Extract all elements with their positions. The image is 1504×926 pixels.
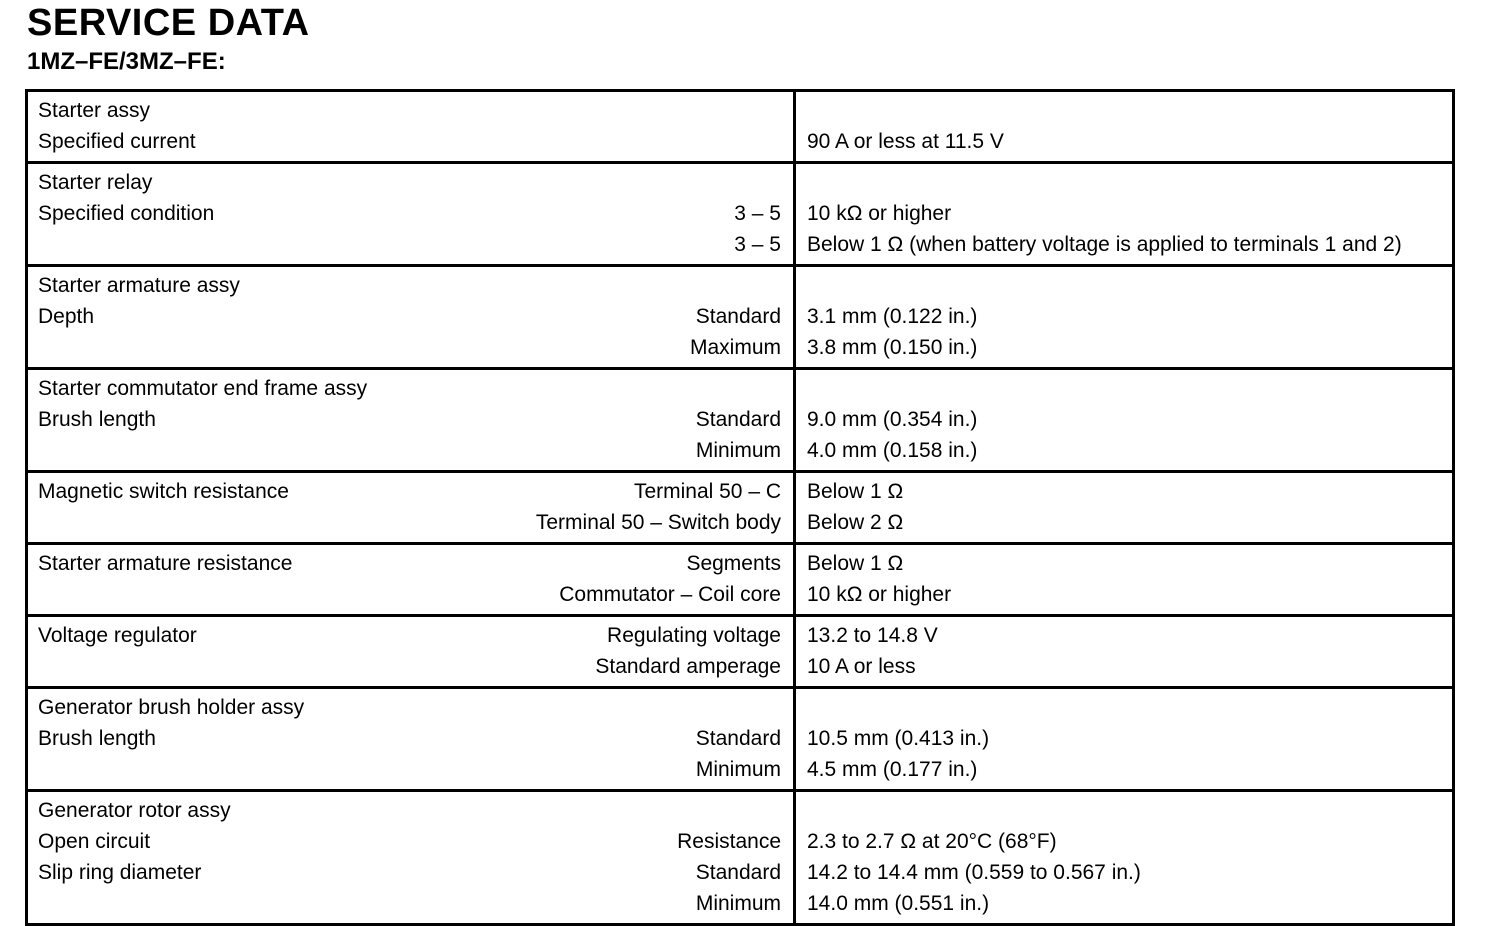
spec-sublabel: Resistance	[677, 830, 781, 853]
table-row	[28, 164, 1452, 267]
spec-value-cell	[796, 473, 1452, 542]
spec-value-cell	[796, 92, 1452, 161]
spec-value-cell	[796, 370, 1452, 470]
spec-sublabel: Segments	[686, 552, 781, 575]
spec-sublabel: Minimum	[695, 758, 781, 781]
spec-label-line	[38, 229, 781, 260]
spec-label: Specified condition	[38, 202, 215, 225]
table-row	[28, 473, 1452, 545]
spec-label-line	[38, 507, 781, 538]
spec-label-line	[38, 620, 781, 651]
spec-label-line	[38, 651, 781, 682]
spec-label: Slip ring diameter	[38, 861, 202, 884]
spec-value-cell	[796, 689, 1452, 789]
page-title: SERVICE DATA	[27, 2, 310, 44]
spec-label: Brush length	[38, 408, 156, 431]
table-row	[28, 689, 1452, 792]
spec-label-line	[38, 95, 781, 126]
spec-sublabel: 3 – 5	[734, 233, 781, 256]
spec-label-line	[38, 692, 781, 723]
spec-label-cell	[28, 473, 796, 542]
spec-value: 4.5 mm (0.177 in.)	[807, 758, 978, 781]
spec-sublabel: Terminal 50 – Switch body	[535, 511, 781, 534]
spec-value	[807, 373, 1444, 404]
spec-value	[807, 270, 1444, 301]
spec-label-line	[38, 270, 781, 301]
spec-value: 14.0 mm (0.551 in.)	[807, 892, 990, 915]
spec-label-line	[38, 373, 781, 404]
spec-value: 10 A or less	[807, 655, 916, 678]
spec-value-cell	[796, 617, 1452, 686]
spec-sublabel: Standard	[695, 305, 781, 328]
spec-label: Starter armature resistance	[38, 552, 293, 575]
spec-value: 90 A or less at 11.5 V	[807, 130, 1004, 153]
spec-value: 4.0 mm (0.158 in.)	[807, 439, 978, 462]
spec-label-line	[38, 435, 781, 466]
spec-sublabel: Commutator – Coil core	[559, 583, 781, 606]
spec-label: Generator rotor assy	[38, 799, 231, 822]
spec-label: Voltage regulator	[38, 624, 197, 647]
spec-value: 14.2 to 14.4 mm (0.559 to 0.567 in.)	[807, 861, 1141, 884]
spec-label-cell	[28, 164, 796, 264]
spec-sublabel: Minimum	[695, 892, 781, 915]
spec-label: Generator brush holder assy	[38, 696, 305, 719]
spec-label-cell	[28, 689, 796, 789]
spec-value	[807, 692, 1444, 723]
spec-value: 10 kΩ or higher	[807, 202, 952, 225]
spec-value-cell	[796, 267, 1452, 367]
spec-value	[807, 95, 1444, 126]
spec-value-cell	[796, 164, 1452, 264]
spec-value: 3.1 mm (0.122 in.)	[807, 305, 978, 328]
spec-sublabel: Standard	[695, 861, 781, 884]
spec-label-line	[38, 476, 781, 507]
spec-value: 2.3 to 2.7 Ω at 20°C (68°F)	[807, 830, 1057, 853]
spec-label: Specified current	[38, 130, 196, 153]
spec-value: 10 kΩ or higher	[807, 583, 952, 606]
spec-label-line	[38, 198, 781, 229]
spec-label-line	[38, 548, 781, 579]
spec-sublabel: 3 – 5	[734, 202, 781, 225]
spec-label-cell	[28, 92, 796, 161]
spec-sublabel: Standard amperage	[595, 655, 781, 678]
spec-label-cell	[28, 370, 796, 470]
spec-label-line	[38, 795, 781, 826]
spec-label-line	[38, 857, 781, 888]
service-data-table	[25, 89, 1455, 926]
spec-value-cell	[796, 792, 1452, 923]
spec-value	[807, 167, 1444, 198]
spec-label: Starter commutator end frame assy	[38, 377, 368, 400]
spec-label-line	[38, 332, 781, 363]
table-row	[28, 545, 1452, 617]
spec-label: Depth	[38, 305, 95, 328]
spec-sublabel: Standard	[695, 408, 781, 431]
spec-sublabel: Maximum	[689, 336, 781, 359]
spec-value: Below 1 Ω	[807, 480, 904, 503]
spec-label-cell	[28, 545, 796, 614]
spec-label: Magnetic switch resistance	[38, 480, 289, 503]
spec-label-line	[38, 167, 781, 198]
table-row	[28, 267, 1452, 370]
spec-label-line	[38, 723, 781, 754]
spec-value: 3.8 mm (0.150 in.)	[807, 336, 978, 359]
spec-sublabel: Terminal 50 – C	[633, 480, 781, 503]
table-row	[28, 92, 1452, 164]
table-row	[28, 792, 1452, 923]
spec-value-cell	[796, 545, 1452, 614]
spec-value: 9.0 mm (0.354 in.)	[807, 408, 978, 431]
spec-label: Brush length	[38, 727, 156, 750]
spec-label: Starter assy	[38, 99, 151, 122]
spec-value: 13.2 to 14.8 V	[807, 624, 938, 647]
spec-label-line	[38, 126, 781, 157]
spec-label-line	[38, 754, 781, 785]
spec-label: Starter armature assy	[38, 274, 240, 297]
spec-sublabel: Minimum	[695, 439, 781, 462]
spec-label-line	[38, 579, 781, 610]
spec-label-cell	[28, 617, 796, 686]
spec-label: Open circuit	[38, 830, 151, 853]
spec-label: Starter relay	[38, 171, 153, 194]
spec-label-line	[38, 404, 781, 435]
spec-label-line	[38, 301, 781, 332]
spec-sublabel: Standard	[695, 727, 781, 750]
spec-label-cell	[28, 267, 796, 367]
page-subtitle: 1MZ–FE/3MZ–FE:	[27, 48, 226, 75]
spec-value: Below 2 Ω	[807, 511, 904, 534]
spec-sublabel: Regulating voltage	[607, 624, 781, 647]
spec-value: Below 1 Ω	[807, 552, 904, 575]
spec-label-line	[38, 888, 781, 919]
spec-label-cell	[28, 792, 796, 923]
table-row	[28, 617, 1452, 689]
table-row	[28, 370, 1452, 473]
spec-value: 10.5 mm (0.413 in.)	[807, 727, 990, 750]
spec-value: Below 1 Ω (when battery voltage is applied to terminals 1 and 2)	[807, 233, 1402, 256]
spec-value	[807, 795, 1444, 826]
spec-label-line	[38, 826, 781, 857]
